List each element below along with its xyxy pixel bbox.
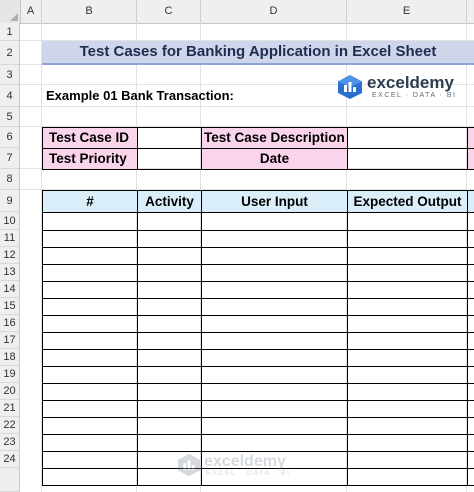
test-case-description-label[interactable]: Test Case Description — [201, 127, 348, 149]
table-cell[interactable] — [42, 417, 138, 435]
table-cell[interactable] — [42, 366, 138, 384]
table-cell[interactable] — [347, 315, 468, 333]
table-cell[interactable] — [467, 349, 474, 367]
table-cell[interactable] — [42, 212, 138, 231]
row-header-23[interactable]: 23 — [0, 434, 20, 451]
column-header-c[interactable]: C — [137, 0, 201, 23]
watermark-tagline: EXCEL · DATA · BI — [206, 470, 291, 477]
date-value[interactable] — [347, 148, 468, 170]
table-cell[interactable] — [347, 383, 468, 401]
row-header-12[interactable]: 12 — [0, 247, 20, 264]
column-header-a[interactable]: A — [20, 0, 42, 23]
table-cell[interactable] — [201, 230, 348, 248]
table-cell[interactable] — [137, 349, 202, 367]
table-cell[interactable] — [467, 212, 474, 231]
table-cell[interactable] — [201, 212, 348, 231]
table-cell[interactable] — [201, 315, 348, 333]
test-priority-label[interactable]: Test Priority — [42, 148, 138, 170]
table-cell[interactable] — [137, 315, 202, 333]
table-cell[interactable] — [467, 383, 474, 401]
exceldemy-logo-icon — [336, 74, 364, 100]
table-cell[interactable] — [347, 264, 468, 282]
column-header-d[interactable]: D — [201, 0, 347, 23]
row-header-4[interactable]: 4 — [0, 85, 20, 107]
table-cell[interactable] — [137, 417, 202, 435]
row-header-18[interactable]: 18 — [0, 349, 20, 366]
table-cell[interactable] — [42, 264, 138, 282]
date-extra-cell[interactable] — [467, 148, 474, 170]
table-cell[interactable] — [467, 468, 474, 486]
table-cell[interactable] — [467, 264, 474, 282]
watermark-wordmark: exceldemy — [204, 453, 286, 470]
table-cell[interactable] — [347, 212, 468, 231]
row-header-19[interactable]: 19 — [0, 366, 20, 383]
header-expected-output[interactable]: Expected Output — [347, 190, 468, 213]
exceldemy-watermark — [176, 453, 291, 482]
row-header-10[interactable]: 10 — [0, 212, 20, 230]
table-cell[interactable] — [347, 366, 468, 384]
table-cell[interactable] — [137, 434, 202, 452]
table-cell[interactable] — [467, 451, 474, 469]
table-cell[interactable] — [467, 247, 474, 265]
table-cell[interactable] — [137, 264, 202, 282]
test-case-id-value[interactable] — [137, 127, 202, 149]
table-cell[interactable] — [42, 315, 138, 333]
test-priority-value[interactable] — [137, 148, 202, 170]
row-header-11[interactable]: 11 — [0, 230, 20, 247]
row-header-3[interactable]: 3 — [0, 65, 20, 85]
example-label[interactable]: Example 01 Bank Transaction: — [46, 88, 234, 103]
table-cell[interactable] — [42, 349, 138, 367]
header-activity[interactable]: Activity — [137, 190, 202, 213]
table-cell[interactable] — [467, 315, 474, 333]
column-header-e[interactable]: E — [347, 0, 467, 23]
test-case-description-value[interactable] — [347, 127, 468, 149]
table-cell[interactable] — [201, 434, 348, 452]
row-header-15[interactable]: 15 — [0, 298, 20, 315]
table-cell[interactable] — [347, 468, 468, 486]
table-cell[interactable] — [467, 400, 474, 418]
table-cell[interactable] — [201, 281, 348, 299]
table-cell[interactable] — [201, 264, 348, 282]
row-header-5[interactable]: 5 — [0, 107, 20, 127]
table-cell[interactable] — [347, 434, 468, 452]
table-cell[interactable] — [347, 400, 468, 418]
row-header-6[interactable]: 6 — [0, 127, 20, 148]
row-header-17[interactable]: 17 — [0, 332, 20, 349]
column-header-row — [0, 0, 474, 24]
row-header-1[interactable]: 1 — [0, 23, 20, 41]
table-cell[interactable] — [467, 417, 474, 435]
logo-wordmark: exceldemy — [367, 73, 454, 92]
table-cell[interactable] — [467, 281, 474, 299]
table-cell[interactable] — [347, 349, 468, 367]
test-case-extra-cell[interactable] — [467, 127, 474, 149]
test-case-id-label[interactable]: Test Case ID — [42, 127, 138, 149]
table-cell[interactable] — [42, 281, 138, 299]
table-cell[interactable] — [42, 247, 138, 265]
table-cell[interactable] — [347, 247, 468, 265]
table-cell[interactable] — [201, 417, 348, 435]
table-cell[interactable] — [201, 247, 348, 265]
table-cell[interactable] — [467, 434, 474, 452]
table-cell[interactable] — [467, 298, 474, 316]
select-all-corner[interactable] — [0, 0, 21, 23]
row-header-8[interactable]: 8 — [0, 169, 20, 190]
table-cell[interactable] — [201, 349, 348, 367]
table-cell[interactable] — [137, 400, 202, 418]
sheet-title[interactable]: Test Cases for Banking Application in Excel Sheet — [42, 41, 474, 65]
exceldemy-watermark-icon — [176, 453, 202, 477]
table-cell[interactable] — [467, 366, 474, 384]
header-user-input[interactable]: User Input — [201, 190, 348, 213]
table-cell[interactable] — [347, 451, 468, 469]
row-header-22[interactable]: 22 — [0, 417, 20, 434]
table-cell[interactable] — [347, 332, 468, 350]
date-label[interactable]: Date — [201, 148, 348, 170]
table-cell[interactable] — [137, 281, 202, 299]
row-header-20[interactable]: 20 — [0, 383, 20, 400]
table-cell[interactable] — [137, 230, 202, 248]
row-header-2[interactable]: 2 — [0, 41, 20, 65]
table-cell[interactable] — [42, 230, 138, 248]
table-cell[interactable] — [201, 332, 348, 350]
row-header-16[interactable]: 16 — [0, 315, 20, 332]
table-cell[interactable] — [347, 281, 468, 299]
table-cell[interactable] — [201, 298, 348, 316]
table-cell[interactable] — [137, 366, 202, 384]
table-cell[interactable] — [347, 298, 468, 316]
table-cell[interactable] — [42, 332, 138, 350]
row-header-13[interactable]: 13 — [0, 264, 20, 281]
table-cell[interactable] — [137, 247, 202, 265]
row-header-24[interactable]: 24 — [0, 451, 20, 468]
table-cell[interactable] — [42, 468, 138, 486]
table-cell[interactable] — [137, 212, 202, 231]
row-header-25[interactable] — [0, 468, 20, 492]
table-cell[interactable] — [137, 298, 202, 316]
table-cell[interactable] — [467, 230, 474, 248]
table-cell[interactable] — [201, 400, 348, 418]
table-cell[interactable] — [42, 451, 138, 469]
table-cell[interactable] — [137, 383, 202, 401]
row-header-21[interactable]: 21 — [0, 400, 20, 417]
table-cell[interactable] — [42, 383, 138, 401]
column-header-b[interactable]: B — [42, 0, 137, 23]
table-cell[interactable] — [201, 383, 348, 401]
header-extra-cell[interactable] — [467, 190, 474, 213]
table-cell[interactable] — [467, 332, 474, 350]
row-header-14[interactable]: 14 — [0, 281, 20, 298]
table-cell[interactable] — [42, 434, 138, 452]
logo-tagline: EXCEL · DATA · BI — [372, 92, 457, 99]
row-header-7[interactable]: 7 — [0, 148, 20, 169]
row-header-9[interactable]: 9 — [0, 190, 20, 212]
table-cell[interactable] — [42, 400, 138, 418]
table-cell[interactable] — [42, 298, 138, 316]
header-number[interactable]: # — [42, 190, 138, 213]
table-cell[interactable] — [201, 366, 348, 384]
table-cell[interactable] — [347, 230, 468, 248]
table-cell[interactable] — [347, 417, 468, 435]
table-cell[interactable] — [137, 332, 202, 350]
